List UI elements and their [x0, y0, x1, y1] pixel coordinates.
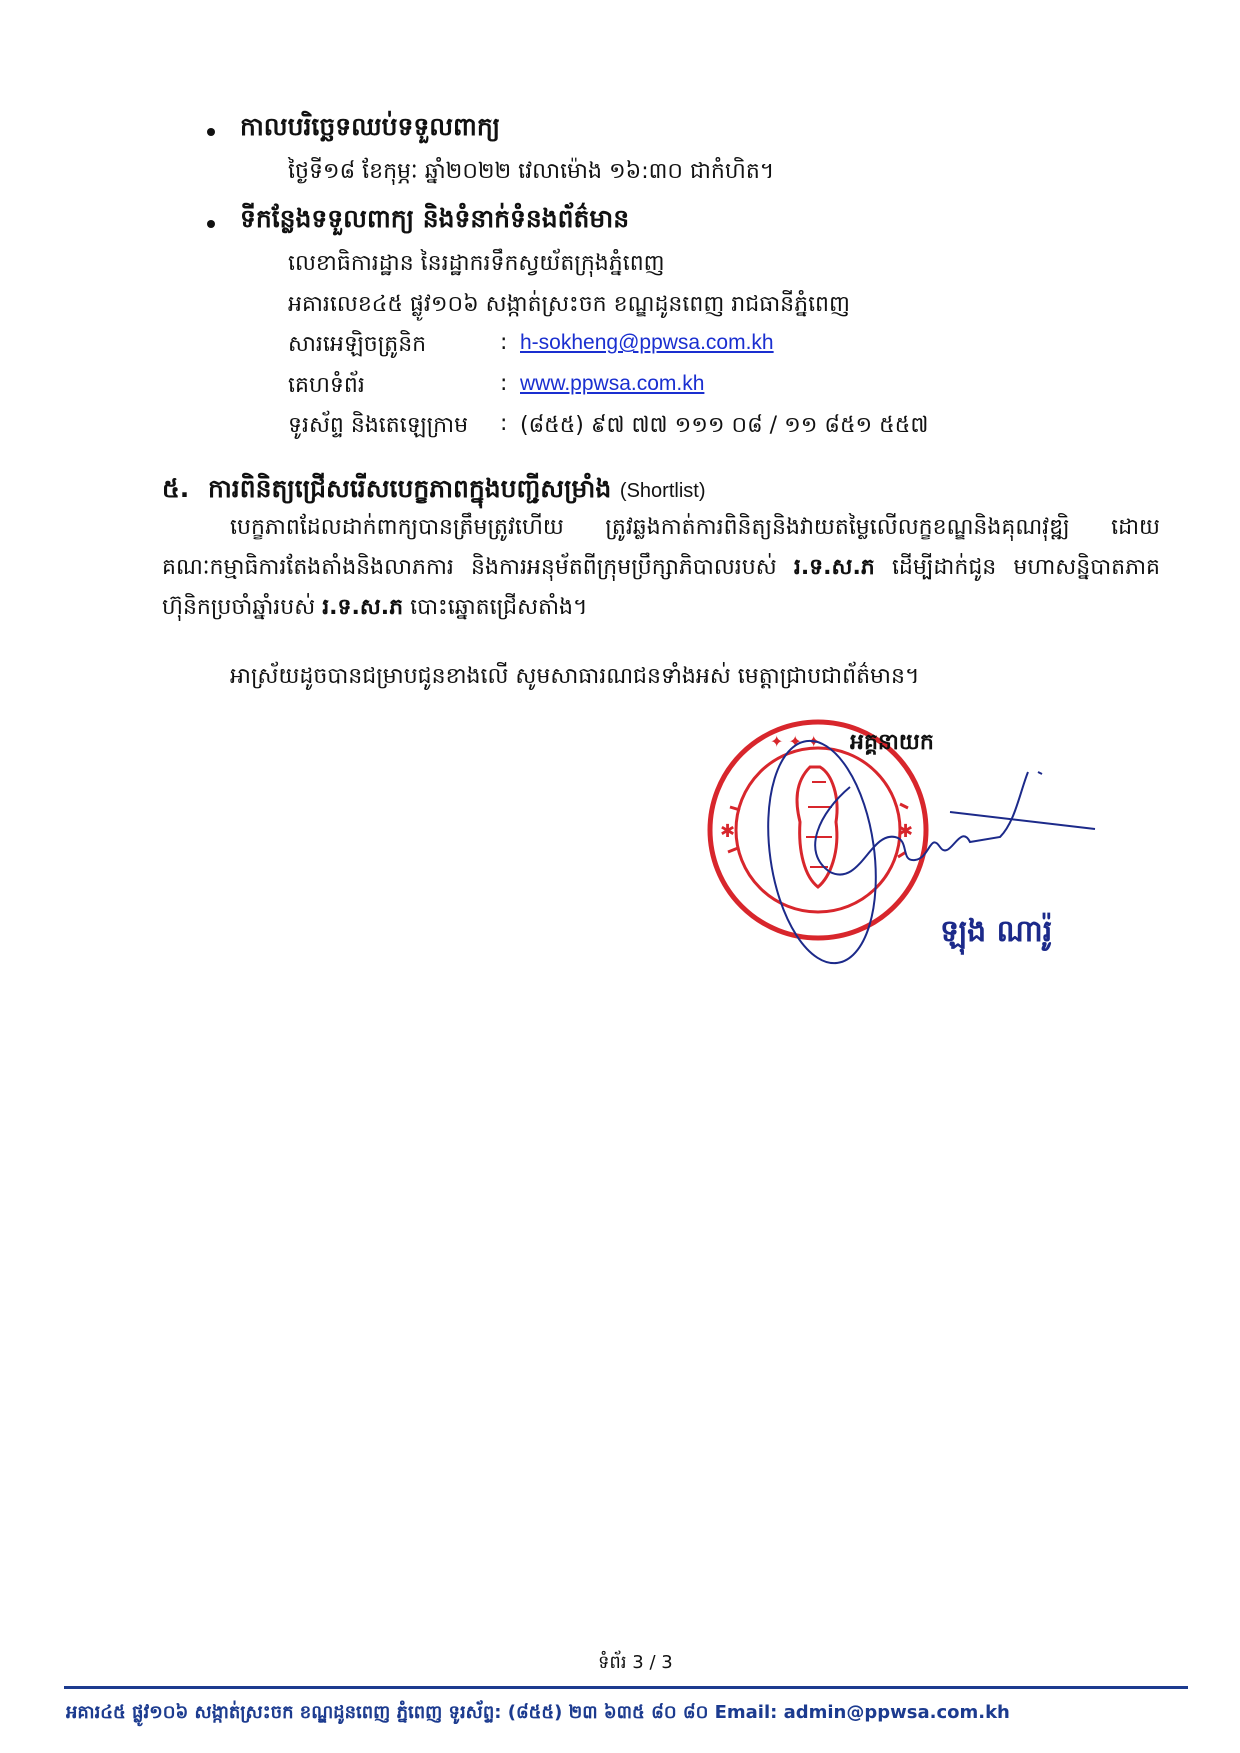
email-colon: : [500, 330, 508, 355]
website-label: គេហទំព័រ [288, 373, 365, 398]
para-part3: បោះឆ្នោតជ្រើសតាំង។ [410, 595, 588, 620]
deadline-heading: កាលបរិច្ឆេទឈប់ទទួលពាក្យ [240, 112, 501, 141]
org-abbr-1: រ.ទ.ស.ភ [793, 555, 875, 580]
phone-number: (៨៥៥) ៩៧ ៧៧ ១១១ ០៨ / ១១ ៨៥១ ៥៥៧ [520, 413, 929, 438]
deadline-text: ថ្ងៃទី១៨ ខែកុម្ភៈ ឆ្នាំ២០២២ វេលាម៉ោង ១៦:៣០ ជាកំហិត។ [288, 159, 775, 184]
contact-heading: ទីកន្លែងទទួលពាក្យ និងទំនាក់ទំនងព័ត៌មាន [240, 204, 630, 233]
section5-heading-suffix: (Shortlist) [619, 480, 706, 502]
contact-address: អគារលេខ៤៥ ផ្លូវ១០៦ សង្កាត់ស្រះចក ខណ្ឌដូនពេញ រាជធានីភ្នំពេញ [288, 292, 850, 317]
bullet-deadline [207, 128, 215, 136]
phone-label: ទូរស័ព្ទ និងតេឡេក្រាម [288, 413, 469, 438]
svg-text:✱: ✱ [898, 821, 914, 842]
email-label: សារអេឡិចត្រូនិក [288, 332, 427, 357]
bullet-contact [207, 220, 215, 228]
signature-name: ឡុង ណារ៉ូ [940, 914, 1053, 949]
section5-heading-text: ការពិនិត្យជ្រើសរើសបេក្ខភាពក្នុងបញ្ជីសម្រាំង [208, 474, 612, 503]
svg-text:✦ ✦ ✦: ✦ ✦ ✦ [770, 732, 821, 751]
phone-colon: : [500, 411, 508, 436]
website-colon: : [500, 371, 508, 396]
footer-rule [64, 1686, 1188, 1689]
signature-title: អគ្គនាយក [850, 730, 934, 755]
contact-office: លេខាធិការដ្ឋាន នៃរដ្ឋាករទឹកស្វយ័តក្រុងភ្នំពេញ [288, 251, 665, 276]
website-link[interactable]: www.ppwsa.com.kh [520, 372, 705, 395]
org-abbr-2: រ.ទ.ស.ភ [322, 595, 404, 620]
section5-paragraph [162, 508, 1160, 628]
para-part2: ដើម្បីដាក់ជូន មហាសន្និបាតភាគហ៊ុនិកប្រចាំឆ្នាំរបស់ [162, 555, 1161, 620]
section5-heading [208, 474, 706, 510]
section5-number: ៥. [162, 474, 190, 503]
para-part1: បេក្ខភាពដែលដាក់ពាក្យបានត្រឹមត្រូវហើយ ត្រូវឆ្លងកាត់ការពិនិត្យនិងវាយតម្លៃលើលក្ខខណ្ឌនិងគុណវុឌ្ឍិ ដោយគណៈកម្មាធិការតែងតាំងនិងលាភការ និងការអនុម័តពីក្រុមប្រឹក្សាភិបាលរបស់ [162, 515, 1160, 580]
footer-address: អគារ៤៥ ផ្លូវ១០៦ សង្កាត់ស្រះចក ខណ្ឌដូនពេញ ភ្នំពេញ ទូរស័ព្ទ: (៨៥៥) ២៣ ៦៣៥ ៨០ ៨០ Email: admin@ppwsa.com.kh [66, 1702, 1010, 1723]
svg-text:✱: ✱ [720, 821, 736, 842]
page-number: ទំព័រ 3 / 3 [598, 1652, 673, 1673]
closing-text: អាស្រ័យដូចបានជម្រាបជូនខាងលើ សូមសាធារណជនទាំងអស់ មេត្តាជ្រាបជាព័ត៌មាន។ [230, 664, 920, 689]
email-link[interactable]: h-sokheng@ppwsa.com.kh [520, 331, 774, 354]
